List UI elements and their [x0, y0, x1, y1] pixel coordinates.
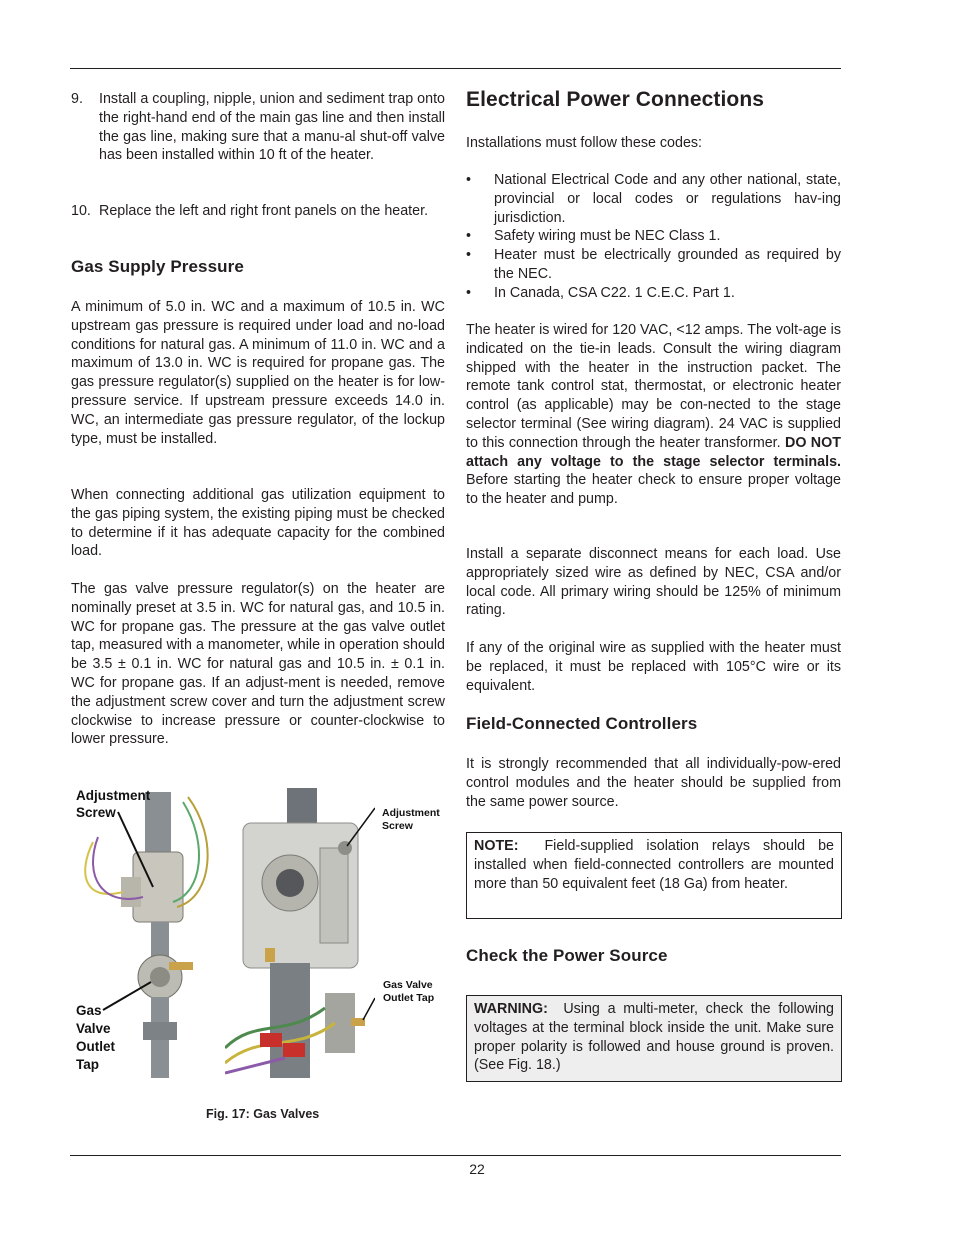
gas-valve-photo-right [225, 788, 375, 1078]
list-item-10 [71, 202, 445, 221]
note-body: Field-supplied isolation relays should be installed when field-connected controllers are mounted more than 50 equivalent feet (18 Ga) from heater. [474, 838, 834, 892]
gas-regulator-paragraph: The gas valve pressure regulator(s) on the heater are nominally preset at 3.5 in. WC for natural gas, and 10.5 in. WC for propane gas. The pressure at the gas valve outlet tap, measured with a manometer, while in operation should be 3.5 ± 0.1 in. WC for natural gas and 10.5 in. ± 0.1 in. WC for propane gas. If an adjust-ment is needed, remove the adjustment screw cover and turn the adjustment screw clockwise to increase pressure or counter-clockwise to lower pressure. [71, 581, 445, 748]
item-number: 10. [71, 203, 91, 219]
label-line: Gas [76, 1003, 102, 1018]
bullet-glyph: • [466, 172, 472, 188]
original-wire-paragraph: If any of the original wire as supplied with the heater must be replaced, it must be replaced with 105°C wire or its equivalent. [466, 640, 841, 694]
gas-supply-heading: Gas Supply Pressure [71, 257, 244, 276]
figure-caption: Fig. 17: Gas Valves [206, 1107, 320, 1121]
note-label: NOTE: [474, 838, 519, 854]
label-line: Screw [76, 805, 116, 820]
label-line: Outlet Tap [383, 992, 435, 1004]
bullet-glyph: • [466, 247, 472, 264]
bottom-rule [70, 1155, 841, 1156]
bullet-text: In Canada, CSA C22. 1 C.E.C. Part 1. [494, 284, 735, 301]
warning-text [474, 1000, 834, 1075]
codes-list [466, 171, 841, 303]
field-controllers-paragraph: It is strongly recommended that all individually-pow-ered control modules and the heater should be supplied from the same power source. [466, 756, 841, 810]
field-controllers-heading: Field-Connected Controllers [466, 714, 698, 733]
page-number: 22 [469, 1161, 485, 1177]
top-rule [70, 68, 841, 69]
note-box [466, 832, 842, 919]
label-line: Outlet [76, 1039, 115, 1054]
wiring-warning-bold: DO NOT attach any voltage to the stage selector terminals. [466, 434, 841, 470]
check-power-heading: Check the Power Source [466, 946, 668, 965]
disconnect-paragraph: Install a separate disconnect means for each load. Use appropriately sized wire as defined by NEC, CSA and/or local code. All primary wiring should be 125% of minimum rating. [466, 546, 841, 619]
gas-valve-illustration-right [225, 788, 375, 1078]
list-item [466, 171, 841, 227]
codes-intro: Installations must follow these codes: [466, 135, 703, 151]
gas-valve-outlet-tap-label-left [76, 1002, 115, 1074]
label-line: Gas Valve [383, 979, 433, 991]
label-line: Tap [76, 1057, 99, 1072]
bullet-glyph: • [466, 284, 472, 301]
gas-equipment-paragraph: When connecting additional gas utilization equipment to the gas piping system, the existing piping must be checked to determine if it has adequate capacity for the combined load. [71, 487, 445, 560]
warning-body: Using a multi-meter, check the following voltages at the terminal block inside the unit. Make sure proper polarity is followed and house ground is proven. (See Fig. 18.) [474, 1001, 834, 1074]
electrical-heading: Electrical Power Connections [466, 88, 765, 111]
wiring-paragraph [466, 321, 841, 509]
label-line: Valve [76, 1021, 111, 1036]
wiring-text-end: Before starting the heater check to ensure proper voltage to the heater and pump. [466, 472, 841, 508]
bullet-text: Safety wiring must be NEC Class 1. [494, 228, 721, 245]
item-text: Install a coupling, nipple, union and sediment trap onto the right-hand end of the main gas line and then install the gas line, making sure that a manu-al shut-off valve has been installed within 10 ft of the heater. [99, 91, 445, 164]
label-line: Adjustment [382, 807, 440, 819]
gas-valve-photo-left [73, 782, 218, 1078]
note-text [474, 837, 834, 893]
label-line: Screw [382, 820, 413, 832]
adjustment-screw-label-left [76, 787, 150, 821]
label-line: Adjustment [76, 788, 151, 803]
adjustment-screw-label-right [382, 807, 440, 833]
item-number: 9. [71, 91, 83, 107]
item-text: Replace the left and right front panels on the heater. [99, 203, 429, 219]
gas-pressure-paragraph: A minimum of 5.0 in. WC and a maximum of 10.5 in. WC upstream gas pressure is required under load and no-load conditions for natural gas. A minimum of 11.0 in. WC and a maximum of 13.0 in. WC is required for propane gas. The gas pressure regulator(s) supplied on the heater is for low-pressure service. If upstream pressure exceeds 14.0 in. WC, an intermediate gas pressure regulator, of the lockup type, must be installed. [71, 299, 445, 447]
list-item [466, 246, 841, 284]
list-item-9 [71, 90, 445, 165]
bullet-text: National Electrical Code and any other national, state, provincial or local codes or regulations hav-ing jurisdiction. [494, 172, 841, 226]
wiring-text: The heater is wired for 120 VAC, <12 amps. The volt-age is indicated on the tie-in leads. Consult the wiring diagram shipped with the heater in the instruction packet. The remote tank control stat, thermostat, or electronic heater control (as applicable) may be con-nected to the stage selector terminal (See wiring diagram). 24 VAC is supplied to this connection through the heater transformer. [466, 322, 841, 451]
warning-label: WARNING: [474, 1001, 548, 1017]
bullet-glyph: • [466, 228, 472, 245]
list-item [466, 227, 841, 246]
warning-box [466, 995, 842, 1082]
gas-valve-outlet-tap-label-right [383, 979, 434, 1005]
bullet-text: Heater must be electrically grounded as required by the NEC. [494, 247, 841, 282]
list-item [466, 284, 841, 303]
